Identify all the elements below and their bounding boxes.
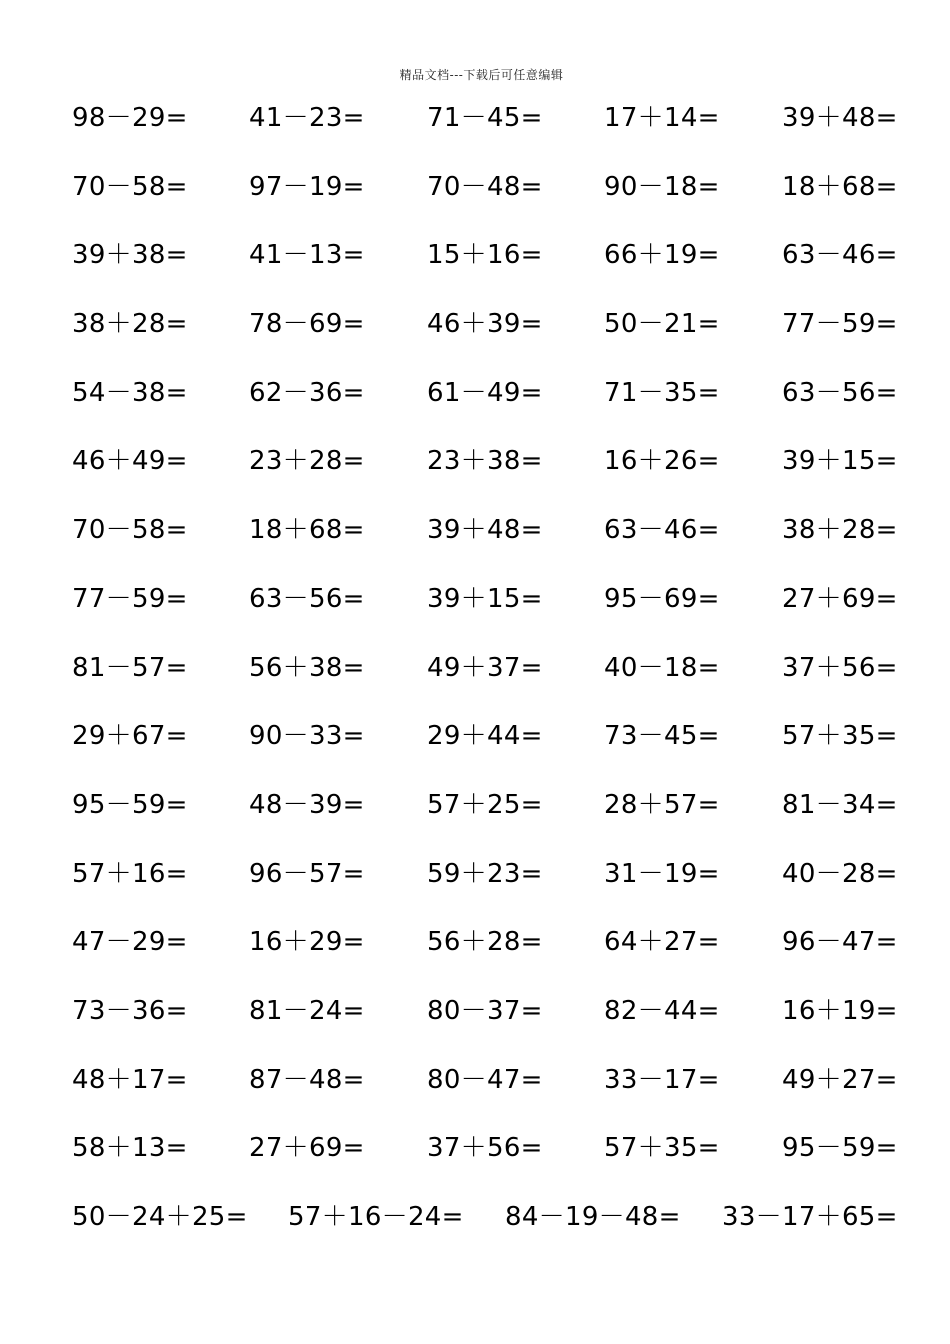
problem: 38＋28=: [72, 309, 188, 340]
problem: 40－18=: [604, 652, 720, 683]
problem: 28＋57=: [604, 789, 720, 820]
problem: 39＋48=: [782, 103, 898, 133]
problem: 48－39=: [249, 789, 365, 820]
problem: 18＋68=: [249, 515, 365, 546]
mixed-problem: 84－19－48=: [505, 1202, 681, 1232]
problem-row: [72, 648, 932, 717]
problem: 81－57=: [72, 652, 188, 683]
problem-row: [72, 235, 932, 304]
problem-row: [72, 167, 932, 236]
problem-row: [72, 441, 932, 510]
problem-row: [72, 854, 932, 923]
problem: 29＋67=: [72, 721, 188, 752]
problem: 70－58=: [72, 515, 188, 546]
problem: 78－69=: [249, 309, 365, 340]
problem-grid: [72, 98, 932, 1197]
problem: 63－56=: [782, 377, 898, 408]
problem: 15＋16=: [427, 240, 543, 271]
problem: 90－33=: [249, 721, 365, 752]
mixed-problem: 33－17＋65=: [722, 1202, 898, 1232]
problem: 95－59=: [72, 789, 188, 820]
problem: 95－59=: [782, 1133, 898, 1164]
problem: 29＋44=: [427, 721, 543, 752]
problem: 46＋49=: [72, 446, 188, 477]
problem-row: [72, 510, 932, 579]
problem: 61－49=: [427, 377, 543, 408]
problem: 57＋35=: [782, 721, 898, 752]
problem: 77－59=: [72, 583, 188, 614]
problem: 95－69=: [604, 583, 720, 614]
problem: 39＋15=: [782, 446, 898, 477]
problem: 27＋69=: [782, 583, 898, 614]
problem-row: [72, 922, 932, 991]
problem: 56＋38=: [249, 652, 365, 683]
problem: 39＋38=: [72, 240, 188, 271]
problem: 46＋39=: [427, 309, 543, 340]
problem: 16＋26=: [604, 446, 720, 477]
problem: 56＋28=: [427, 927, 543, 958]
problem-row: [72, 1060, 932, 1129]
problem: 41－13=: [249, 240, 365, 271]
problem: 47－29=: [72, 927, 188, 958]
problem: 87－48=: [249, 1064, 365, 1095]
problem: 62－36=: [249, 377, 365, 408]
problem: 27＋69=: [249, 1133, 365, 1164]
problem-row: [72, 785, 932, 854]
problem: 97－19=: [249, 171, 365, 202]
problem: 17＋14=: [604, 103, 720, 133]
problem: 80－37=: [427, 995, 543, 1026]
problem: 73－45=: [604, 721, 720, 752]
problem: 73－36=: [72, 995, 188, 1026]
problem: 50－21=: [604, 309, 720, 340]
problem: 37＋56=: [782, 652, 898, 683]
problem: 90－18=: [604, 171, 720, 202]
mixed-problem: 57＋16－24=: [288, 1202, 464, 1232]
problem: 16＋19=: [782, 995, 898, 1026]
problem: 57＋25=: [427, 789, 543, 820]
problem-row: [72, 1128, 932, 1197]
problem: 63－46=: [782, 240, 898, 271]
problem: 39＋48=: [427, 515, 543, 546]
problem: 98－29=: [72, 103, 188, 133]
problem: 49＋37=: [427, 652, 543, 683]
problem: 71－35=: [604, 377, 720, 408]
problem: 63－56=: [249, 583, 365, 614]
problem: 39＋15=: [427, 583, 543, 614]
problem: 80－47=: [427, 1064, 543, 1095]
problem-row: [72, 579, 932, 648]
problem: 57＋35=: [604, 1133, 720, 1164]
problem: 33－17=: [604, 1064, 720, 1095]
problem: 37＋56=: [427, 1133, 543, 1164]
problem: 49＋27=: [782, 1064, 898, 1095]
problem: 41－23=: [249, 103, 365, 133]
problem: 54－38=: [72, 377, 188, 408]
problem: 81－24=: [249, 995, 365, 1026]
problem: 18＋68=: [782, 171, 898, 202]
problem-row: [72, 304, 932, 373]
problem: 23＋28=: [249, 446, 365, 477]
problem: 96－47=: [782, 927, 898, 958]
problem: 70－48=: [427, 171, 543, 202]
problem: 70－58=: [72, 171, 188, 202]
problem: 16＋29=: [249, 927, 365, 958]
page-header: 精品文档---下载后可任意编辑: [399, 68, 564, 82]
problem: 64＋27=: [604, 927, 720, 958]
problem: 38＋28=: [782, 515, 898, 546]
problem-row: [72, 716, 932, 785]
problem: 66＋19=: [604, 240, 720, 271]
problem: 59＋23=: [427, 858, 543, 889]
problem: 57＋16=: [72, 858, 188, 889]
problem: 31－19=: [604, 858, 720, 889]
problem: 48＋17=: [72, 1064, 188, 1095]
problem-row: [72, 98, 932, 167]
problem: 82－44=: [604, 995, 720, 1026]
problem: 63－46=: [604, 515, 720, 546]
problem-row: [72, 373, 932, 442]
problem: 81－34=: [782, 789, 898, 820]
problem: 96－57=: [249, 858, 365, 889]
problem-row: [72, 991, 932, 1060]
problem: 71－45=: [427, 103, 543, 133]
problem: 77－59=: [782, 309, 898, 340]
problem: 40－28=: [782, 858, 898, 889]
problem: 23＋38=: [427, 446, 543, 477]
mixed-problem: 50－24＋25=: [72, 1202, 248, 1232]
mixed-problem-row: [72, 1197, 932, 1237]
problem: 58＋13=: [72, 1133, 188, 1164]
